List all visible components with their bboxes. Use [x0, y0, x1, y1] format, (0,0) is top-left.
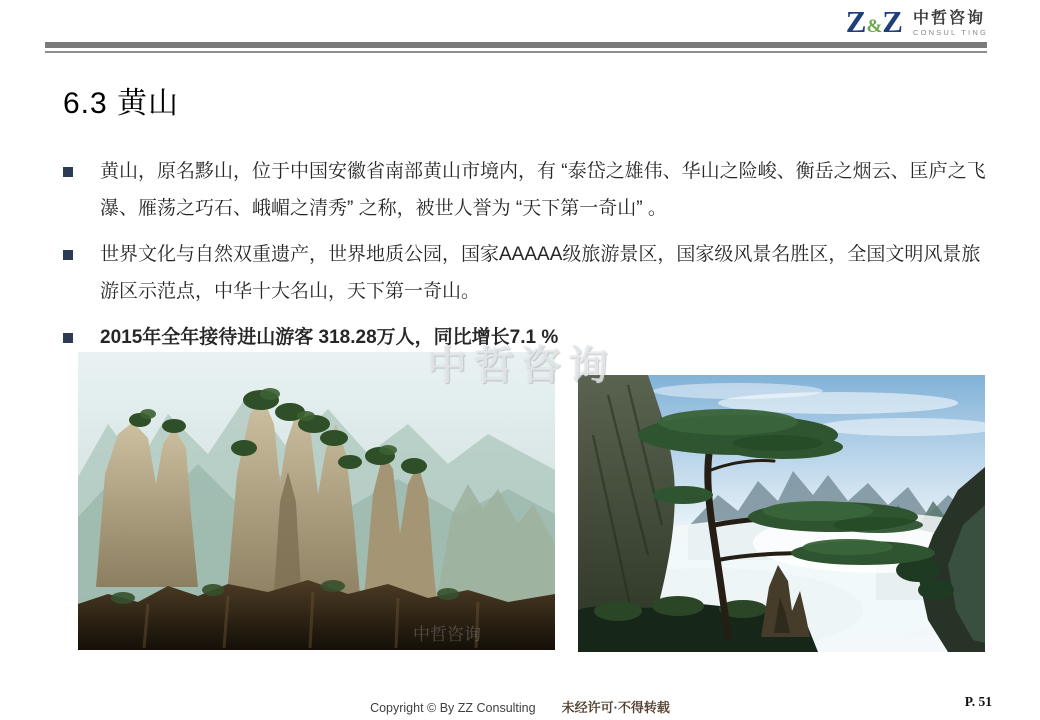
page-title: 6.3 黄山 — [63, 87, 180, 120]
bullet-text: 黄山，原名黟山，位于中国安徽省南部黄山市境内，有 “泰岱之雄伟、华山之险峻、衡岳之烟云、匡庐之飞瀑、雁荡之巧石、峨嵋之清秀” 之称，被世人誉为 “天下第一奇山” 。 — [100, 161, 986, 219]
bullet-square-icon — [63, 250, 73, 260]
bullet-square-icon — [63, 167, 73, 177]
page-number: P. 51 — [964, 694, 992, 709]
watermark: 中哲咨询 — [427, 344, 615, 388]
bullet-text: 世界文化与自然双重遗产，世界地质公园，国家AAAAA级旅游景区，国家级风景名胜区，全国文明风景旅游区示范点，中华十大名山，天下第一奇山。 — [100, 244, 981, 302]
company-logo — [846, 6, 988, 42]
bullet-list — [63, 153, 993, 365]
bullet-item — [63, 153, 993, 227]
logo-ampersand: & — [866, 16, 883, 37]
header-divider-thin — [45, 51, 987, 53]
logo-company-subtitle: CONSUL TING — [912, 28, 988, 37]
bullet-item — [63, 236, 993, 310]
bullet-square-icon — [63, 333, 73, 343]
copyright-text: Copyright © By ZZ Consulting — [370, 701, 536, 715]
logo-z-right: Z — [882, 4, 903, 39]
logo-z-left: Z — [845, 4, 867, 39]
header-divider-thick — [45, 42, 987, 48]
no-reproduction-notice: 未经许可·不得转载 — [561, 700, 670, 715]
footer — [0, 697, 1040, 716]
embedded-watermark: 中哲咨询 — [413, 625, 481, 644]
logo-company-name: 中哲咨询 — [912, 10, 985, 27]
bullet-item — [63, 319, 993, 356]
huangshan-peaks-image — [78, 352, 555, 650]
bullet-text: 2015年全年接待进山游客 318.28万人，同比增长7.1 % — [100, 327, 559, 348]
logo-names — [913, 10, 988, 38]
huangshan-pine-image — [578, 375, 985, 652]
logo-zz-mark — [846, 6, 903, 42]
